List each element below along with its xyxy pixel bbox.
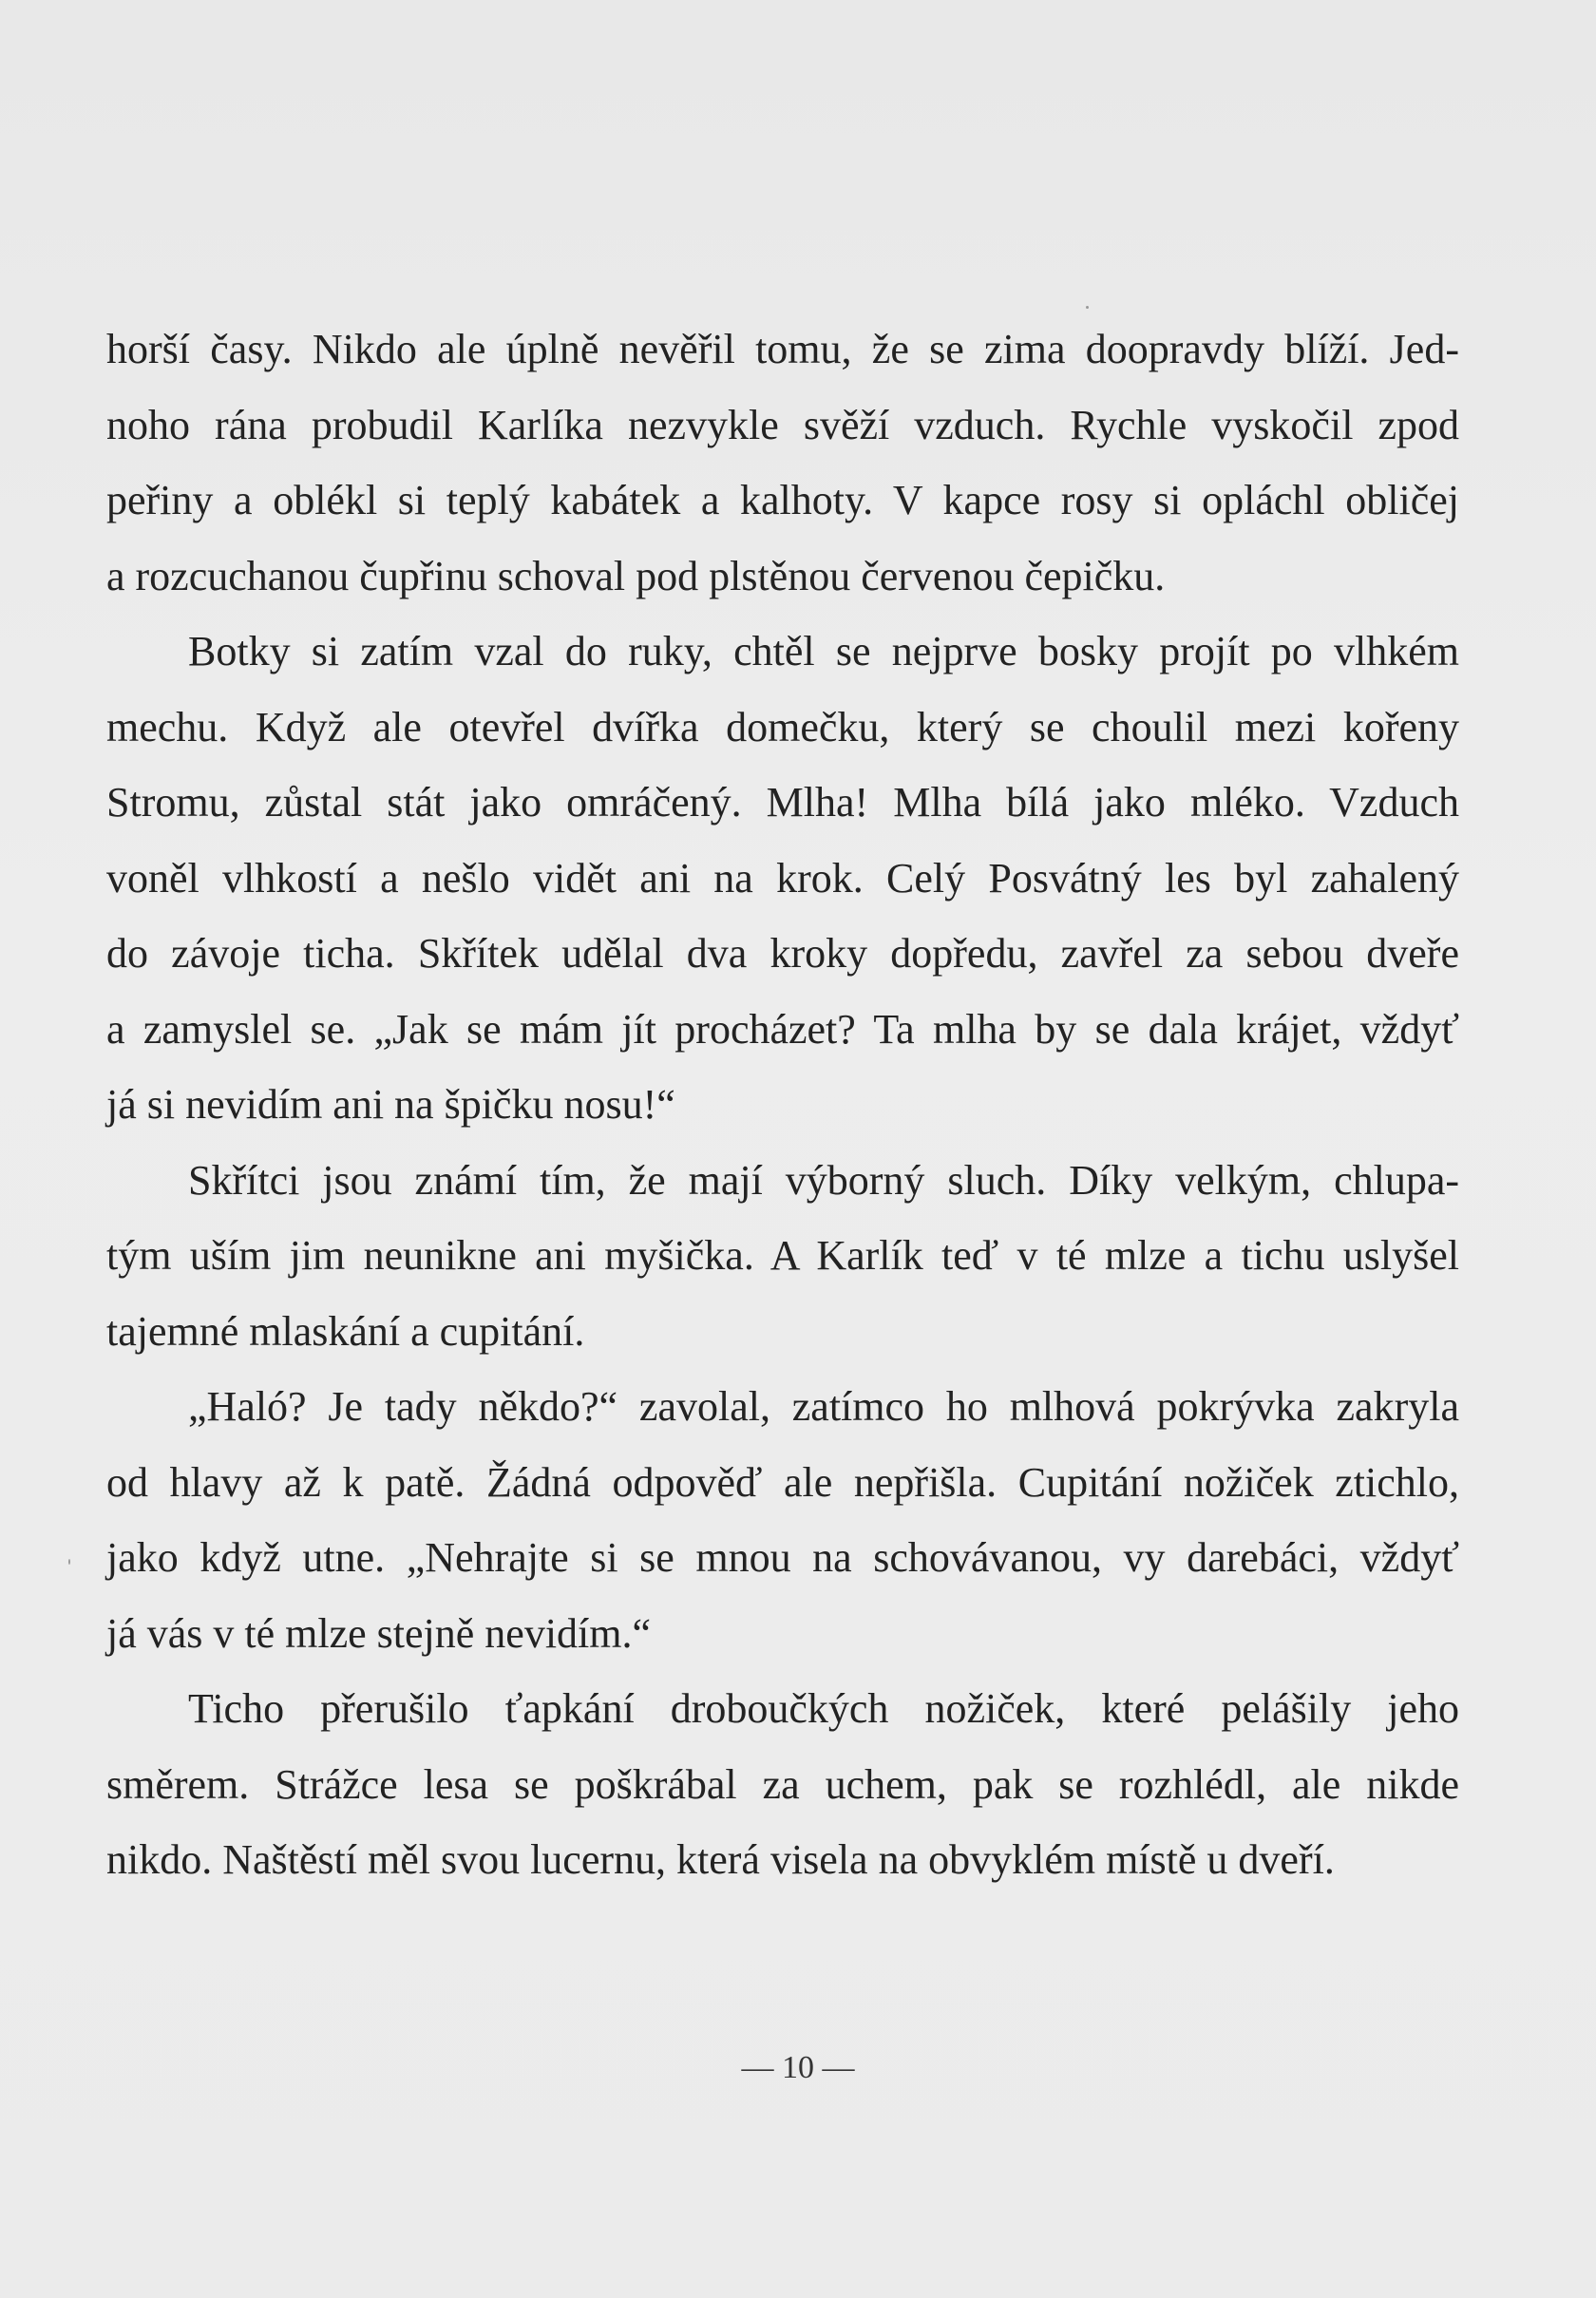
text-line: Skřítci jsou známí tím, že mají výborný sluch. Díky velkým, chlupa-	[188, 1156, 1459, 1204]
text-line: noho rána probudil Karlíka nezvykle svěží vzduch. Rychle vyskočil zpod	[106, 401, 1459, 448]
page-number: — 10 —	[741, 2050, 855, 2085]
text-line: já vás v té mlze stejně nevidím.“	[106, 1609, 652, 1657]
text-line: voněl vlhkostí a nešlo vidět ani na krok. Celý Posvátný les byl zahalený	[106, 854, 1459, 902]
text-line: horší časy. Nikdo ale úplně nevěřil tomu, že se zima doopravdy blíží. Jed-	[106, 326, 1459, 372]
text-line: nikdo. Naštěstí měl svou lucernu, která visela na obvyklém místě u dveří.	[106, 1836, 1335, 1883]
text-line: Botky si zatím vzal do ruky, chtěl se nejprve bosky projít po vlhkém	[188, 628, 1459, 674]
paragraph	[106, 1143, 1459, 1370]
text-line: tajemné mlaskání a cupitání.	[106, 1307, 585, 1355]
text-line: směrem. Strážce lesa se poškrábal za uchem, pak se rozhlédl, ale nikde	[106, 1760, 1459, 1808]
text-line: do závoje ticha. Skřítek udělal dva kroky dopředu, zavřel za sebou dveře	[106, 930, 1459, 977]
text-line: „Haló? Je tady někdo?“ zavolal, zatímco ho mlhová pokrývka zakryla	[188, 1383, 1459, 1430]
text-line: já si nevidím ani na špičku nosu!“	[106, 1081, 675, 1128]
text-line: mechu. Když ale otevřel dvířka domečku, který se choulil mezi kořeny	[106, 703, 1459, 750]
paragraph	[106, 1369, 1459, 1671]
text-line: od hlavy až k patě. Žádná odpověď ale nepřišla. Cupitání nožiček ztichlo,	[106, 1458, 1459, 1506]
paragraph	[106, 312, 1459, 614]
text-line: jako když utne. „Nehrajte si se mnou na schovávanou, vy darebáci, vždyť	[106, 1534, 1459, 1581]
paragraph	[106, 1671, 1459, 1898]
paragraph	[106, 614, 1459, 1143]
body-text	[106, 312, 1459, 1898]
text-line: Stromu, zůstal stát jako omráčený. Mlha! Mlha bílá jako mléko. Vzduch	[106, 779, 1459, 826]
text-line: Ticho přerušilo ťapkání droboučkých nožiček, které pelášily jeho	[188, 1685, 1459, 1732]
paper-speck	[68, 1559, 70, 1565]
paper-speck	[1086, 306, 1089, 309]
text-line: a rozcuchanou čupřinu schoval pod plstěnou červenou čepičku.	[106, 552, 1166, 599]
text-line: peřiny a oblékl si teplý kabátek a kalhoty. V kapce rosy si opláchl obličej	[106, 477, 1459, 523]
text-line: a zamyslel se. „Jak se mám jít procházet? Ta mlha by se dala krájet, vždyť	[106, 1005, 1459, 1053]
text-line: tým uším jim neunikne ani myšička. A Karlík teď v té mlze a tichu uslyšel	[106, 1232, 1459, 1279]
